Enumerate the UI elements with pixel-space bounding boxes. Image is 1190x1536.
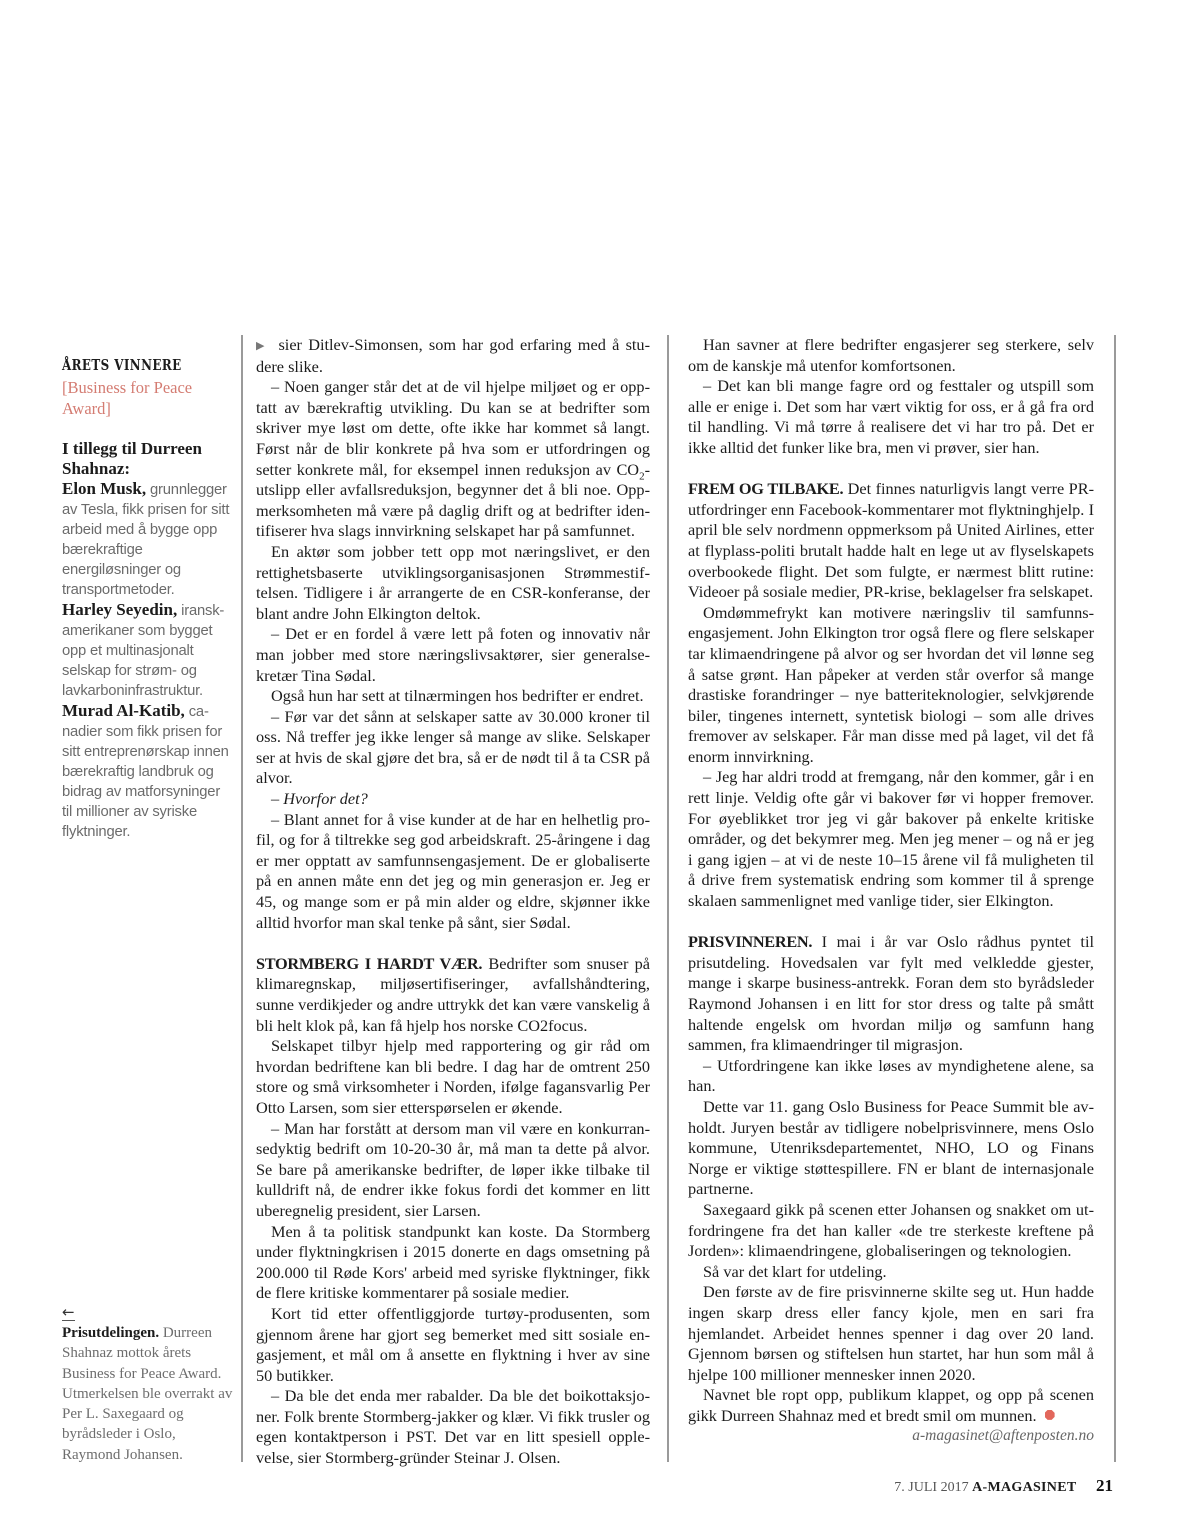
paragraph: – Man har forstått at dersom man vil være en konkurransedyktig bedrift om 10-20-30 år, må man ta dette på alvor. Se bare på amerikanske bedrifter, de løper ikke tilbake til kulldrift nå, de endrer ikke fokus fordi det kommer en litt uberegnelig president, sier Larsen.: [256, 1118, 650, 1220]
section-heading: FREM OG TILBAKE.: [688, 479, 844, 499]
paragraph: – Blant annet for å vise kunder at de har en helhetlig profil, og for å tiltrekke seg god arbeidskraft. 25-åringene i dag er mer opptatt av samfunnsengasjement. De er globaliserte på en annen måte enn det jeg og min generasjon er. Jeg er 45, og mange som er på min alder og eldre, skjønner ikke alltid hvorfor man skal tenke på sånt, sier Sødal.: [256, 809, 650, 932]
article-column-2: [688, 335, 1094, 1447]
column-divider: [1114, 335, 1116, 1462]
paragraph: – Det kan bli mange fagre ord og festtaler og utspill som alle er enige i. Det som har vært viktig for oss, er å gå fra ord til handling. Vi må tørre å realisere det vi har tro på. Det er ikke alltid det funker like bra, men vi prøver, sier han.: [688, 376, 1094, 457]
magazine-name: A-MAGASINET: [972, 1480, 1077, 1495]
photo-caption: [62, 1302, 234, 1465]
paragraph: – Det er en fordel å være lett på foten og innovativ når man jobber med store næringslivsaktører, sier generalsekretær Tina Sødal.: [256, 624, 650, 685]
issue-date: 7. JULI 2017: [894, 1480, 969, 1495]
paragraph: Kort tid etter offentliggjorde turtøy-produsenten, som gjennom årene har gjort seg bemerket med sitt sosiale engasjement, et mål om å ansette en flyktning i hver av sine 50 butikker.: [256, 1303, 650, 1385]
paragraph: Den første av de fire prisvinnerne skilte seg ut. Hun hadde ingen skarp dress eller fancy kjole, men en sari fra hjemlandet. Arbeidet hennes spenner i dag over 20 land. Gjennom børsen og stiftelsen hun startet, har hun som mål å hjelpe 100 millioner mennesker innen 2020.: [688, 1282, 1094, 1384]
winner-name: Murad Al-Katib,: [62, 701, 185, 720]
paragraph: Selskapet tilbyr hjelp med rapportering og gir råd om hvordan bedriftene kan bli bedre. I dag har de omtrent 250 store og små virksomheter i Norden, ifølge fagansvarlig Per Otto Larsen, som sier etterspørselen er økende.: [256, 1036, 650, 1117]
paragraph: Saxegaard gikk på scenen etter Johansen og snakket om utfordringene fra det han kaller «de tre sterkeste kreftene på Jorden»: klimaendringene, globaliseringen og teknologien.: [688, 1199, 1094, 1261]
article-column-1: [256, 335, 650, 1469]
section-heading: STORMBERG I HARDT VÆR.: [256, 953, 483, 973]
winner-description: grunnlegger av Tesla, fikk prisen for sitt arbeid med å bygge opp bærekraftige energiløsninger og transportmetoder.: [62, 482, 230, 598]
paragraph: Dette var 11. gang Oslo Business for Peace Summit ble avholdt. Juryen består av tidligere nobelprisvinnere, mens Oslo kommune, Utenriksdepartementet, NHO, LO og Finans Norge er viktige støttespillere. FN er blant de internasjonale partnerne.: [688, 1096, 1094, 1199]
section-heading: PRISVINNEREN.: [688, 932, 813, 952]
paragraph: – Utfordringene kan ikke løses av myndighetene alene, sa han.: [688, 1055, 1094, 1096]
winners-sidebar: [62, 356, 232, 842]
end-marker-icon: [1045, 1410, 1055, 1420]
winner-entry: [62, 600, 232, 701]
caption-text: Durreen Shahnaz mottok årets Business for Peace Award. Utmerkelsen ble overrakt av Per L. Saxegaard og byrådsleder i Oslo, Raymond Johansen.: [62, 1325, 233, 1463]
paragraph: Navnet ble ropt opp, publikum klappet, og opp på scenen gikk Durreen Shahnaz med et bredt smil om munnen.: [688, 1385, 1094, 1425]
paragraph: – Jeg har aldri trodd at fremgang, når den kommer, går i en rett linje. Veldig ofte går vi bakover før vi hopper fremover. For øyeblikket tror jeg vi går bakover på enkelte kritiske områder, og det bekymrer meg. Men jeg mener – og nå er jeg i gang igjen – at vi de neste 10–15 årene vil få muligheten til å drive frem systematisk endring som kommer til å sprenge skalaen sammenlignet med vanlige tider, sier Elkington.: [688, 767, 1094, 911]
question: – Hvorfor det?: [271, 789, 368, 809]
section-paragraph: PRISVINNEREN. I mai i år var Oslo rådhus pyntet til prisutdeling. Hovedsalen var fylt med velkledde gjester, mange i skarpe business-antrekk. Foran dem sto byrådsleder Raymond Johansen i en litt for stor dress og talte på smått haltende engelsk om hvordan miljø og samfunn hang sammen, fra klimaendringer til migrasjon.: [688, 932, 1094, 1055]
paragraph: Han savner at flere bedrifter engasjerer seg sterkere, selv om de kanskje må utenfor komfortsonen.: [688, 335, 1094, 375]
sidebar-intro: I tillegg til Durreen Shahnaz:: [62, 439, 202, 478]
paragraph: – Før var det sånn at selskaper satte av 30.000 kroner til oss. Nå treffer jeg ikke lenger så mange av slike. Selskaper ser at hvis de skal gjøre det bra, så er de nødt til å ta CSR på alvor.: [256, 706, 650, 788]
column-divider: [241, 335, 243, 1462]
page-footer: [894, 1476, 1113, 1496]
paragraph: ▶ sier Ditlev-Simonsen, som har god erfaring med å studere slike.: [256, 335, 650, 376]
winner-entry: [62, 701, 232, 842]
paragraph: – Noen ganger står det at de vil hjelpe miljøet og er opptatt av bærekraftig utvikling. Du kan se at bedrifter som skriver mye løst om dette, ofte ikke har kommet så langt. Først når de blir konkrete på hva som er utfordringen og setter konkrete mål, for eksempel innen reduksjon av $CO_2$-utslipp eller avfallsreduksjon, begynner det å bli noe. Oppmerksomheten må være på daglig drift og at bedrifter identifiserer hva slags innvirkning selskapet har på samfunnet.: [256, 377, 650, 541]
winner-name: Harley Seyedin,: [62, 600, 178, 619]
paragraph: Også hun har sett at tilnærmingen hos bedrifter er endret.: [271, 686, 644, 706]
caption-lead: Prisutdelingen.: [62, 1325, 160, 1341]
paragraph: Omdømmefrykt kan motivere næringsliv til samfunnsengasjement. John Elkington tror også flere og flere selskaper tar klimaendringene på alvor og ser hvordan det vil lønne seg å satse grønt. Han påpeker at verden står overfor så mange drastiske forandringer – nye batteriteknologier, selvkjørende biler, tingenes internett, syntetisk biologi – som alle drives fremover av selskaper. Får man disse med på laget, vil det få enorm innvirkning.: [688, 602, 1094, 766]
winner-description: iransk-amerikaner som bygget opp et multinasjonalt selskap for strøm- og lavkarboninfrastruktur.: [62, 603, 225, 699]
paragraph: Men å ta politisk standpunkt kan koste. Da Stormberg under flyktningkrisen i 2015 donerte en dags omsetning på 200.000 til Røde Kors' arbeid med syriske flyktninger, fikk de flere kritiske kommentarer på sosiale medier.: [256, 1221, 650, 1303]
paragraph: – Da ble det enda mer rabalder. Da ble det boikottaksjoner. Folk brente Stormberg-jakker og klær. Vi fikk trusler og egen kontaktperson i PST. Det var en litt spesiell opplevelse, sier Stormberg-gründer Steinar J. Olsen.: [256, 1386, 650, 1468]
winner-name: Elon Musk,: [62, 479, 147, 498]
continuation-triangle-icon: ▶: [256, 339, 265, 352]
winner-description: canadier som fikk prisen for sitt entreprenørskap innen bærekraftig landbruk og bidrag av matforsyninger til millioner av syriske flyktninger.: [62, 704, 229, 840]
arrow-left-icon: ←: [62, 1303, 75, 1321]
paragraph: En aktør som jobber tett opp mot næringslivet, er den rettighetsbaserte utviklingsorganisasjonen Strømmestiftelsen. Tidligere i år arrangerte de en CSR-konferanse, der blant andre John Elkington deltok.: [256, 541, 650, 623]
winner-entry: [62, 479, 232, 600]
column-divider: [667, 335, 669, 1462]
sidebar-subtitle: [Business for Peace Award]: [62, 378, 193, 418]
section-paragraph: STORMBERG I HARDT VÆR. Bedrifter som snuser på klimaregnskap, miljøsertifiseringer, avfallshåndtering, sunne verdikjeder og andre uttrykk det kan være vanskelig å bli helt klok på, kan få hjelp hos norske CO2focus.: [256, 953, 651, 1035]
page-number: 21: [1096, 1476, 1113, 1495]
author-email-link[interactable]: a-magasinet@aftenposten.no: [912, 1427, 1094, 1445]
section-paragraph: FREM OG TILBAKE. Det finnes naturligvis langt verre PR-utfordringer enn Facebook-kommentarer mot flyktninghjelp. I april ble selv nordmenn oppmerksom på United Airlines, etter at flyplass-politi brutalt hadde halt en lege ut av flyselskapets overbookede flight. Det som fulgte, er nærmest blitt rutine: Videoer på sosiale medier, PR-krise, beklagelser fra selskapet.: [688, 479, 1095, 602]
paragraph: Så var det klart for utdeling.: [703, 1261, 887, 1281]
sidebar-kicker: ÅRETS VINNERE: [62, 357, 182, 374]
